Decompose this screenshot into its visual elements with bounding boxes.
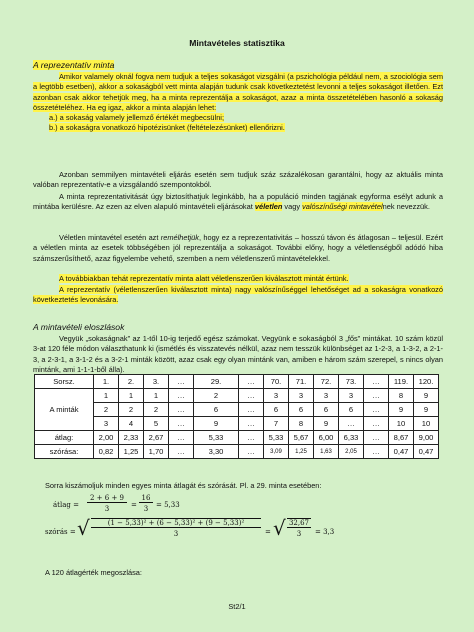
list-item: a.) a sokaság valamely jellemző értékét megbecsülni; — [49, 113, 224, 123]
paragraph-intro — [33, 72, 443, 134]
paragraph-conclusion — [33, 285, 443, 306]
term-random: véletlen — [254, 202, 283, 212]
table-cell: 2 — [144, 403, 169, 417]
table-cell: 3 — [339, 389, 364, 403]
table-cell: … — [364, 403, 389, 417]
table-cell: 2,05 — [339, 445, 364, 459]
table-cell: 3,30 — [194, 445, 239, 459]
table-cell: 3 — [289, 389, 314, 403]
table-cell: 0,82 — [94, 445, 119, 459]
table-cell: 5,33 — [194, 431, 239, 445]
table-cell: Sorsz. — [35, 375, 94, 389]
section-heading-representative — [33, 60, 114, 70]
paragraph-intro-text: Amikor valamely oknál fogva nem tudjuk a teljes sokaságot vizsgálni (a pszichológia például nem, a szociológia sem a legtöbb esetben), akkor a sokaságból vett minta alapján tudunk csak következtetést levonni a teljes sokaságot illetően. Ezt azonban csak akkor tehetjük meg, ha a minta reprezentálja a sokaságot, azaz a minta összetételében hasonló a sokaság összetételéhez. Ha eg igaz, akkor a minta alapján lehet: — [33, 72, 443, 112]
table-cell: 4 — [119, 417, 144, 431]
table-cell: … — [169, 375, 194, 389]
text-span: A minta reprezentativitását úgy biztosíthatjuk leginkább, ha a populáció minden tagjának egyforma esélyt adunk a mintába kerülésre. Az ezen az elven alapuló mintavételi eljárásokat — [33, 192, 443, 212]
table-cell: 72. — [314, 375, 339, 389]
formula-mean-result: = 5,33 — [156, 501, 180, 509]
paragraph-guarantee — [33, 170, 443, 191]
sqrt-icon: √ — [273, 516, 286, 540]
paragraph-calc — [45, 481, 445, 491]
paragraph-random-sampling — [33, 192, 443, 213]
page-title: Mintavételes statisztika — [189, 38, 285, 48]
paragraph-example — [33, 334, 443, 375]
table-cell: 8,67 — [389, 431, 414, 445]
formula-sd-denominator: 3 — [173, 530, 179, 538]
table-cell: 70. — [264, 375, 289, 389]
table-cell: 6,33 — [339, 431, 364, 445]
table-cell: … — [239, 431, 264, 445]
table-cell: … — [239, 417, 264, 431]
text-span: vagy — [282, 202, 303, 212]
table-cell: … — [169, 403, 194, 417]
table-cell: 6 — [339, 403, 364, 417]
text-span: , hogy ez a reprezentativitás – hosszú távon és átlagosan – teljesül. Ezért a véletlen minta az esetek többségében jól reprezentálja a sokaságot. További előny, hogy a véletlenségből adódó hiba számszerűsíthető, azaz figyelembe vehető, szemben a nem véletlenszerű mintavételekkel. — [33, 233, 444, 263]
table-cell: … — [169, 431, 194, 445]
table-cell: 1,25 — [119, 445, 144, 459]
table-cell: 3,09 — [264, 445, 289, 459]
table-cell: 2,67 — [144, 431, 169, 445]
table-cell: 9 — [314, 417, 339, 431]
formula-sd-label: szórás = — [45, 528, 76, 536]
table-cell: 3 — [314, 389, 339, 403]
table-row — [35, 403, 439, 417]
table-cell: 3 — [264, 389, 289, 403]
table-row-mean — [35, 431, 439, 445]
paragraph-distribution — [45, 568, 445, 578]
table-cell: 120. — [414, 375, 439, 389]
paragraph-hope — [33, 233, 443, 264]
table-cell: … — [169, 389, 194, 403]
table-cell: 2 — [194, 389, 239, 403]
table-cell: … — [239, 389, 264, 403]
formula-mean-numerator: 2 + 6 + 9 — [87, 494, 127, 503]
formula-mean-mid-den: 3 — [143, 505, 149, 513]
row-label-mean: átlag: — [35, 431, 94, 445]
table-cell: … — [169, 417, 194, 431]
formula-sd-mid: 32,67 — [288, 519, 310, 527]
table-cell: 5,67 — [289, 431, 314, 445]
sqrt-icon: √ — [77, 516, 90, 540]
table-cell: 3. — [144, 375, 169, 389]
formula-mean-mid: 16 — [139, 494, 153, 503]
paragraph-guarantee-text: Azonban semmilyen mintavételi eljárás esetén sem tudjuk száz százalékosan garantálni, hogy az aktuális minta valóban reprezentatív-e a vizsgálandó szempontokból. — [33, 170, 443, 190]
list-item: b.) a sokaságra vonatkozó hipotézisünket (feltételezésünket) ellenőrizni. — [49, 123, 285, 133]
table-cell: 1. — [94, 375, 119, 389]
equals-sign: = — [265, 528, 271, 536]
table-cell: 9 — [194, 417, 239, 431]
table-cell: 1 — [144, 389, 169, 403]
table-cell: 10 — [389, 417, 414, 431]
paragraph-further-text: A továbbiakban tehát reprezentatív minta alatt véletlenszerűen kiválasztott mintát értünk. — [59, 274, 349, 283]
equals-sign: = — [131, 501, 137, 509]
table-cell: 71. — [289, 375, 314, 389]
term-hope: remélhetjük — [160, 233, 199, 242]
formula-sd-result: = 3,3 — [315, 528, 335, 536]
table-cell: 6 — [264, 403, 289, 417]
table-cell: 2. — [119, 375, 144, 389]
table-cell: 1,63 — [314, 445, 339, 459]
table-cell: 8 — [289, 417, 314, 431]
table-cell: 1,70 — [144, 445, 169, 459]
table-cell: … — [239, 445, 264, 459]
page-footer: St2/1 — [228, 602, 246, 611]
condition-list — [33, 113, 443, 134]
table-row-sd — [35, 445, 439, 459]
table-cell: … — [364, 375, 389, 389]
table-cell: 9,00 — [414, 431, 439, 445]
table-cell: 3 — [94, 417, 119, 431]
table-cell: 10 — [414, 417, 439, 431]
table-cell: … — [364, 389, 389, 403]
formula-sd-mid-den: 3 — [296, 530, 302, 538]
section-heading-text: A reprezentatív minta — [33, 60, 115, 70]
table-cell: … — [364, 431, 389, 445]
table-cell: 2,33 — [119, 431, 144, 445]
table-cell: 6,00 — [314, 431, 339, 445]
section-heading-distributions: A mintavételi eloszlások — [33, 322, 125, 332]
table-cell: 5,33 — [264, 431, 289, 445]
table-cell: 9 — [414, 403, 439, 417]
paragraph-calc-text: Sorra kiszámoljuk minden egyes minta átlagát és szórását. Pl. a 29. minta esetében: — [45, 481, 322, 490]
table-cell: … — [339, 417, 364, 431]
table-header-row — [35, 375, 439, 389]
paragraph-conclusion-text: A reprezentatív (véletlenszerűen kiválasztott minta) nagy valószínűséggel lehetőséget ad a sokaságra vonatkozó következtetés levonására. — [33, 285, 443, 305]
table-row — [35, 389, 439, 403]
table-cell: 1 — [119, 389, 144, 403]
table-cell: … — [169, 445, 194, 459]
samples-table — [34, 374, 439, 459]
paragraph-further — [33, 274, 443, 284]
row-label-sd: szórása: — [35, 445, 94, 459]
table-cell: … — [364, 417, 389, 431]
paragraph-example-text: Vegyük „sokaságnak” az 1-től 10-ig terjedő egész számokat. Vegyünk e sokaságból 3 „fős” mintákat. 10 szám közül 3-at 120 féle módon választhatunk ki (ismétlés és visszatevés nélkül, azaz nem tesszük különbséget az 1-2-3, a 1-3-2, a 2-1-3, a 2-3-1, a 3-1-2 és a 3-2-1 minták között, azaz csak egy olyan mintánk van, amiben e három szám szerepel, s nincs olyan mintánk, ami 1-1-1-ből álla). — [33, 334, 443, 374]
table-cell: 119. — [389, 375, 414, 389]
table-cell: 6 — [194, 403, 239, 417]
table-cell: 2 — [94, 403, 119, 417]
row-label-samples: A minták — [35, 389, 94, 431]
table-cell: 29. — [194, 375, 239, 389]
table-cell: 6 — [289, 403, 314, 417]
table-cell: 7 — [264, 417, 289, 431]
table-cell: 0,47 — [389, 445, 414, 459]
table-cell: 2,00 — [94, 431, 119, 445]
table-cell: … — [364, 445, 389, 459]
table-cell: 2 — [119, 403, 144, 417]
table-cell: 9 — [414, 389, 439, 403]
table-cell: 9 — [389, 403, 414, 417]
table-row — [35, 417, 439, 431]
table-cell: 6 — [314, 403, 339, 417]
table-cell: 8 — [389, 389, 414, 403]
formula-mean-denominator: 3 — [104, 505, 110, 513]
table-cell: … — [239, 403, 264, 417]
formula-sd-numerator: (1 − 5,33)² + (6 − 5,33)² + (9 − 5,33)² — [91, 518, 261, 528]
table-cell: 5 — [144, 417, 169, 431]
term-probability-sampling: valószínűségi mintavétel — [302, 202, 383, 212]
formula-mean-label: átlag = — [53, 501, 79, 509]
table-cell: 73. — [339, 375, 364, 389]
table-cell: 1,25 — [289, 445, 314, 459]
table-cell: … — [239, 375, 264, 389]
table-cell: 1 — [94, 389, 119, 403]
table-cell: 0,47 — [414, 445, 439, 459]
text-span: Véletlen mintavétel esetén azt — [59, 233, 161, 242]
paragraph-distribution-text: A 120 átlagérték megoszlása: — [45, 568, 142, 577]
text-span: nek nevezzük. — [382, 202, 430, 212]
